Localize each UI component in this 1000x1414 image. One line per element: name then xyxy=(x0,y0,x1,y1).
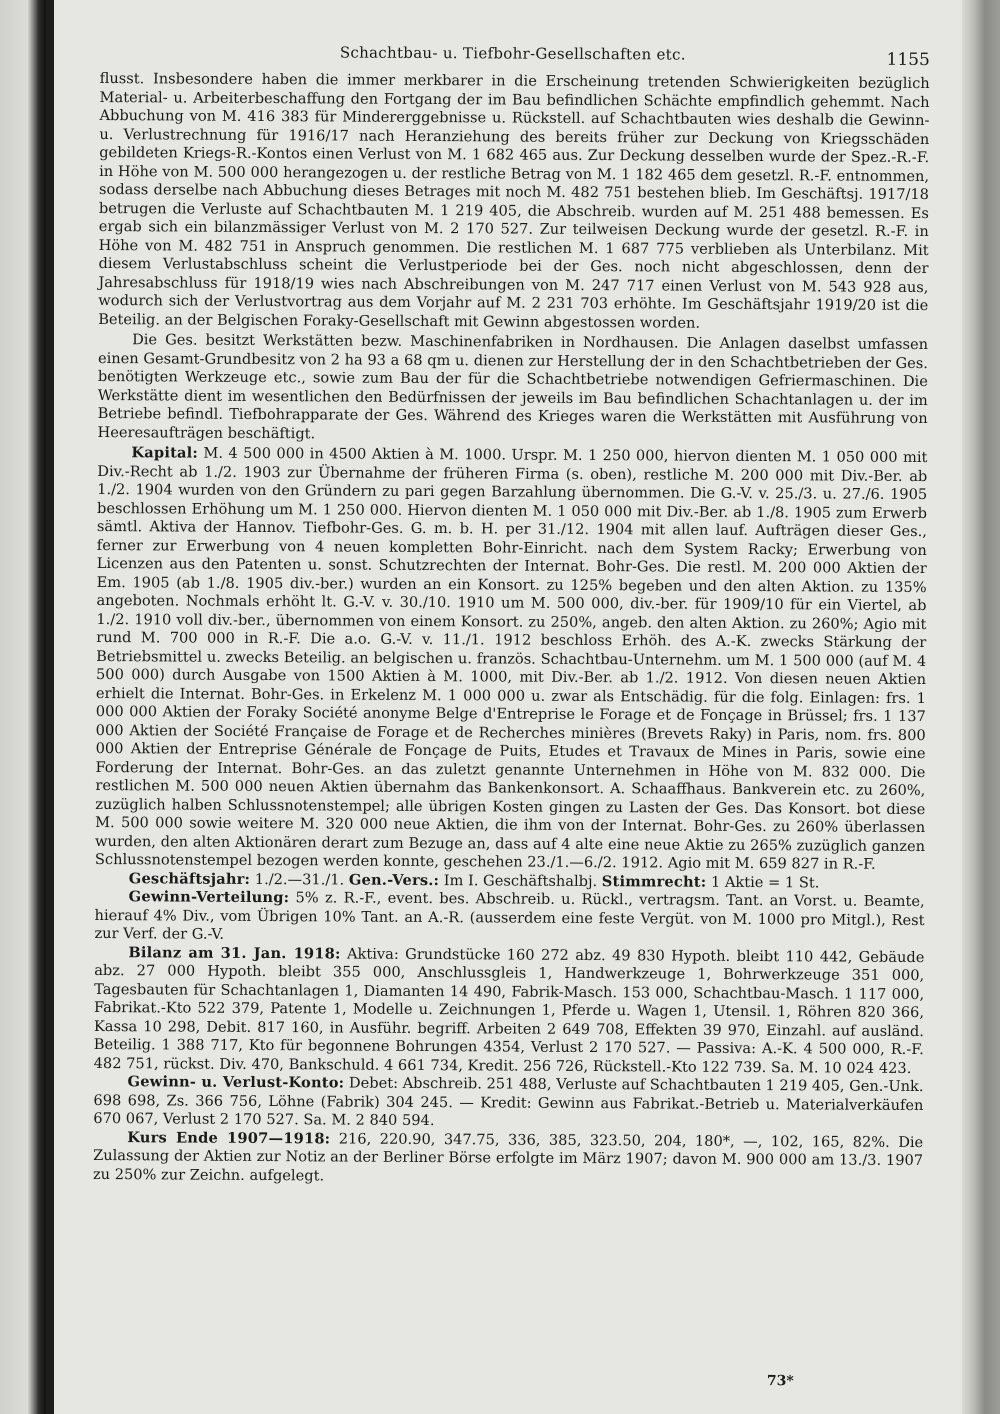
geschaeftsjahr-text: 1./2.—31./1. xyxy=(254,870,345,889)
geschaeftsjahr-label: Geschäftsjahr: xyxy=(128,869,251,888)
stimmrecht-label: Stimmrecht: xyxy=(601,872,707,891)
paragraph-gewinn-verlust-konto xyxy=(93,1073,923,1134)
page-header xyxy=(100,28,930,71)
paragraph-gewinn-verteilung xyxy=(94,888,924,949)
stimmrecht-text: 1 Aktie = 1 St. xyxy=(710,873,820,891)
kurs-text: 216, 220.90, 347.75, 336, 385, 323.50, 204, 180*, —, 102, 165, 82%. Die Zulassung der Aktien zur Notiz an der Berliner Börse erfolgte im März 1907; davon M. 900 000 am 13./3. 1907 zu 250% zur Zeichn. aufgelegt. xyxy=(92,1129,924,1184)
document-page xyxy=(92,28,930,1403)
gewinn-verlust-konto-label: Gewinn- u. Verlust-Konto: xyxy=(127,1073,345,1092)
binding-shadow xyxy=(46,0,54,1414)
paragraph-werkstaetten: Die Ges. besitzt Werkstätten bezw. Maschinenfabriken in Nordhausen. Die Anlagen daselbst umfassen einen Gesamt-Grundbesitz von 2 ha 93 a 68 qm u. dienen zur Herstellung der in den Schachtbetrieben der Ges. benötigten Werkzeuge etc., sowie zum Bau der für die Schachtbetriebe notwendigen Gefriermaschinen. Die Werkstätte dient im wesentlichen den Bedürfnissen der jeweils im Bau befindlichen Schachtanlagen u. der im Betriebe befindl. Tiefbohrapparate der Ges. Während des Krieges waren die Werkstätten mit Ausführung von Heeresaufträgen beschäftigt. xyxy=(97,331,929,442)
kapital-label: Kapital: xyxy=(131,444,199,462)
gewinn-verteilung-label: Gewinn-Verteilung: xyxy=(128,888,290,907)
gen-vers-text: Im I. Geschäftshalbj. xyxy=(443,871,598,890)
signature-mark: 73* xyxy=(766,1372,794,1389)
gewinn-verteilung-text: 5% z. R.-F., event. bes. Abschreib. u. Rückl., vertragsm. Tant. an Vorst. u. Beamte, hierauf 4% Div., vom Übrigen 10% Tant. an A.-R. (ausserdem eine feste Vergüt. von M. 1000 pro Mitgl.), Rest zur Verf. der G.-V. xyxy=(94,889,925,943)
bilanz-text: Aktiva: Grundstücke 160 272 abz. 49 830 Hypoth. bleibt 110 442, Gebäude abz. 27 000 Hypoth. bleibt 355 000, Anschlussgleis 1, Handwerkzeuge 1, Bohrwerkzeuge 351 000, Tagesbauten für Schachtanlagen 1, Diamanten 14 490, Fabrik-Masch. 153 000, Schachtbau-Masch. 1 117 000, Fabrikat.-Kto 522 379, Patente 1, Modelle u. Zeichnungen 1, Pferde u. Wagen 1, Utensil. 1, Röhren 820 366, Kassa 10 298, Debit. 817 160, in Ausführ. begriff. Arbeiten 2 649 708, Effekten 39 970, Einzahl. auf ausländ. Beteilig. 1 388 717, Kto für begonnene Bohrungen 4354, Verlust 2 170 527. — Passiva: A.-K. 4 500 000, R.-F. 482 751, rückst. Div. 470, Bankschuld. 4 661 734, Kredit. 256 726, Rückstell.-Kto 122 739. Sa. M. 10 024 423. xyxy=(93,945,925,1077)
paragraph-verlust: flusst. Insbesondere haben die immer merkbarer in die Erscheinung tretenden Schwierigkeiten bezüglich Material- u. Arbeiterbeschaffung den Fortgang der im Bau befindlichen Schächte empfindlich gehemmt. Nach Abbuchung von M. 416 383 für Mindererggebnisse u. Rückstell. auf Schachtbauten wies deshalb die Gewinn- u. Verlustrechnung für 1916/17 nach Heranziehung des bereits früher zur Deckung von Kriegsschäden gebildeten Kriegs-R.-Kontos einen Verlust von M. 1 682 465 aus. Zur Deckung desselben wurde der Spez.-R.-F. in Höhe von M. 500 000 herangezogen u. der restliche Betrag von M. 1 182 465 dem gesetzl. R.-F. entnommen, sodass derselbe nach Abbuchung dieses Betrages mit noch M. 482 751 bestehen blieb. Im Geschäftsj. 1917/18 betrugen die Verluste auf Schachtbauten M. 1 219 405, die Abschreib. wurden auf M. 251 488 bemessen. Es ergab sich ein bilanzmässiger Verlust von M. 2 170 527. Zur teilweisen Deckung wurde der gesetzl. R.-F. in Höhe von M. 482 751 in Anspruch genommen. Die restlichen M. 1 687 775 verblieben als Unterbilanz. Mit diesem Verlustabschluss scheint die Verlustperiode bei der Ges. noch nicht abgeschlossen, denn der Jahresabschluss für 1918/19 wies nach Abschreibungen von M. 247 717 einen Verlust von M. 543 928 aus, wodurch sich der Verlustvortrag aus dem Vorjahr auf M. 2 231 703 erhöhte. Im Geschäftsjahr 1919/20 ist die Beteilig. an der Belgischen Foraky-Gesellschaft mit Gewinn abgestossen worden. xyxy=(98,69,930,332)
kurs-label: Kurs Ende 1907—1918: xyxy=(127,1128,331,1147)
gen-vers-label: Gen.-Vers.: xyxy=(348,871,440,889)
bilanz-label: Bilanz am 31. Jan. 1918: xyxy=(128,943,341,962)
paragraph-kurs xyxy=(93,1128,923,1189)
scan-right-edge xyxy=(962,0,1000,1414)
page-number: 1155 xyxy=(886,49,930,71)
paragraph-bilanz xyxy=(94,943,925,1078)
paragraph-kapital xyxy=(95,444,928,875)
gewinn-verlust-konto-text: Debet: Abschreib. 251 488, Verluste auf Schachtbauten 1 219 405, Gen.-Unk. 698 698, Zs. 366 756, Löhne (Fabrik) 304 245. — Kredit: Gewinn aus Fabrikat.-Betrieb u. Materialverkäufen 670 067, Verlust 2 170 527. Sa. M. 2 840 594. xyxy=(93,1074,924,1130)
scan-left-margin xyxy=(0,0,46,1414)
running-title: Schachtbau- u. Tiefbohr-Gesellschaften etc. xyxy=(339,43,686,64)
kapital-text: M. 4 500 000 in 4500 Aktien à M. 1000. Urspr. M. 1 250 000, hiervon dienten M. 1 050 000 mit Div.-Recht ab 1./2. 1903 zur Übernahme der früheren Firma (s. oben), restliche M. 200 000 mit Div.-Ber. ab 1./2. 1904 wurden von den Gründern zu pari gegen Barzahlung übernommen. Die G.-V. v. 25./3. u. 27./6. 1905 beschlossen Erhöhung um M. 1 250 000. Hiervon dienten M. 1 050 000 mit Div.-Ber. ab 1./8. 1905 zum Erwerb sämtl. Aktiva der Hannov. Tiefbohr-Ges. G. m. b. H. per 31./12. 1904 mit allen lauf. Aufträgen dieser Ges., ferner zur Erwerbung von 4 neuen kompletten Bohr-Einricht. nach dem System Racky; Erwerbung von Licenzen aus den Patenten u. sonst. Schutzrechten der Internat. Bohr-Ges. Die restl. M. 200 000 Aktien der Em. 1905 (ab 1./8. 1905 div.-ber.) wurden an ein Konsort. zu 125% begeben und den alten Aktion. zu 135% angeboten. Nochmals erhöht lt. G.-V. v. 30./10. 1910 um M. 500 000, div.-ber. für 1909/10 für ein Viertel, ab 1./2. 1910 voll div.-ber., übernommen von einem Konsort. zu 250%, angeb. den alten Aktion. zu 260%; Agio mit rund M. 700 000 in R.-F. Die a.o. G.-V. v. 11./1. 1912 beschloss Erhöh. des A.-K. zwecks Stärkung der Betriebsmittel u. zwecks Beteilig. an belgischen u. französ. Schachtbau-Unternehm. um M. 1 500 000 (auf M. 4 500 000) durch Ausgabe von 1500 Aktien à M. 1000, mit Div.-Ber. ab 1./2. 1912. Von diesen neuen Aktien erhielt die Internat. Bohr-Ges. in Erkelenz M. 1 000 000 u. zwar als Entschädig. für die folg. Einlagen: frs. 1 000 000 Aktien der Foraky Société anonyme Belge d'Entreprise le Forage et de Fonçage in Brüssel; frs. 1 137 000 Aktien der Société Française de Forage et de Recherches minières (Brevets Raky) in Paris, nom. frs. 800 000 Aktien der Entreprise Générale de Fonçage de Puits, Etudes et Travaux de Mines in Paris, sowie eine Forderung der Internat. Bohr-Ges. an das zuletzt genannte Unternehmen in Höhe von M. 832 000. Die restlichen M. 500 000 neuen Aktien übernahm das Bankenkonsort. A. Schaaffhaus. Bankverein etc. zu 260%, zuzüglich halben Schlussnotenstempel; alle übrigen Kosten gingen zu Lasten der Ges. Das Konsort. bot diese M. 500 000 sowie weitere M. 320 000 neue Aktien, die ihm von der Internat. Bohr-Ges. zu 260% überlassen wurden, den alten Aktionären derart zum Bezuge an, dass auf 4 alte eine neue Aktie zu 265% zuzüglich ganzen Schlussnotenstempel bezogen werden konnte, geschehen 23./1.—6./2. 1912. Agio mit M. 659 827 in R.-F. xyxy=(94,444,928,873)
